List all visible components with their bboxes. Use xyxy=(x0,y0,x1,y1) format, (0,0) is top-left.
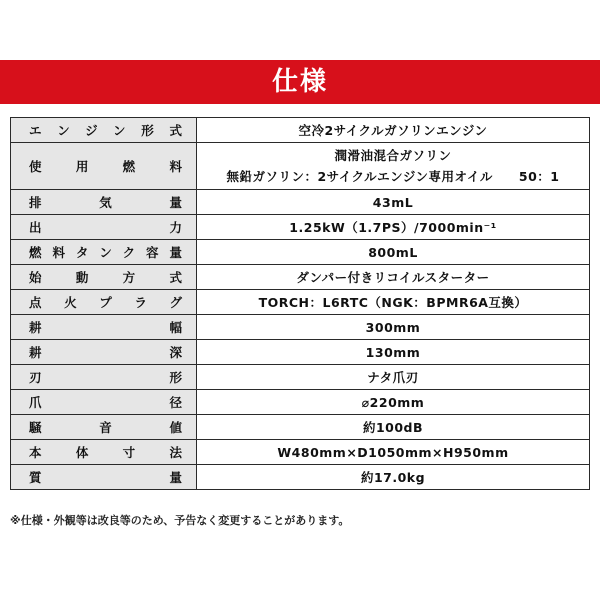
spec-value xyxy=(197,240,590,265)
spec-value xyxy=(197,315,590,340)
spec-value-line: 約100dB xyxy=(362,419,424,435)
spec-row xyxy=(11,440,590,465)
spec-row xyxy=(11,390,590,415)
spec-row xyxy=(11,415,590,440)
spec-label: 出力 xyxy=(11,215,197,240)
spec-value-line: 約17.0kg xyxy=(360,469,426,485)
spec-label: 質量 xyxy=(11,465,197,490)
spec-label: 始動方式 xyxy=(11,265,197,290)
spec-value xyxy=(197,265,590,290)
footnote: ※仕様・外観等は改良等のため、予告なく変更することがあります。 xyxy=(10,514,350,527)
spec-row xyxy=(11,315,590,340)
spec-label: 騒音値 xyxy=(11,415,197,440)
spec-label: 使用燃料 xyxy=(11,143,197,190)
spec-value-line: 潤滑油混合ガソリン xyxy=(334,148,452,163)
spec-row xyxy=(11,265,590,290)
spec-value xyxy=(197,390,590,415)
spec-label: 点火プラグ xyxy=(11,290,197,315)
spec-row xyxy=(11,290,590,315)
page-title: 仕様 xyxy=(271,67,328,97)
spec-label: 刃形 xyxy=(11,365,197,390)
title-banner xyxy=(0,60,600,104)
spec-label: 本体寸法 xyxy=(11,440,197,465)
spec-row xyxy=(11,143,590,190)
spec-value-line: 300mm xyxy=(365,319,421,335)
spec-table-body xyxy=(11,118,590,490)
spec-value-line: 空冷2サイクルガソリンエンジン xyxy=(298,122,488,138)
spec-row xyxy=(11,118,590,143)
spec-row xyxy=(11,215,590,240)
spec-value-line: ダンパー付きリコイルスターター xyxy=(296,269,490,285)
spec-value xyxy=(197,440,590,465)
spec-value-line: W480mm×D1050mm×H950mm xyxy=(277,444,509,460)
spec-value-line: 800mL xyxy=(368,244,418,260)
spec-value-line: 1.25kW（1.7PS）/7000min⁻¹ xyxy=(289,219,497,235)
spec-value xyxy=(197,118,590,143)
spec-label: 耕幅 xyxy=(11,315,197,340)
spec-value xyxy=(197,415,590,440)
spec-value xyxy=(197,340,590,365)
spec-value-line: 43mL xyxy=(372,194,414,210)
spec-value-line: ⌀220mm xyxy=(361,394,425,410)
spec-row xyxy=(11,190,590,215)
spec-value xyxy=(197,290,590,315)
spec-value xyxy=(197,215,590,240)
spec-label: 爪径 xyxy=(11,390,197,415)
spec-value xyxy=(197,365,590,390)
spec-label: 燃料タンク容量 xyxy=(11,240,197,265)
spec-value-line: TORCH：L6RTC（NGK：BPMR6A互換） xyxy=(258,294,528,310)
spec-row xyxy=(11,465,590,490)
spec-label: 排気量 xyxy=(11,190,197,215)
spec-value xyxy=(197,143,590,190)
spec-row xyxy=(11,340,590,365)
spec-value xyxy=(197,465,590,490)
spec-value-line: ナタ爪刃 xyxy=(367,369,419,385)
spec-label: エンジン形式 xyxy=(11,118,197,143)
spec-value xyxy=(197,190,590,215)
spec-table xyxy=(10,117,590,490)
spec-row xyxy=(11,240,590,265)
spec-value-line: 無鉛ガソリン：2サイクルエンジン専用オイル 50：1 xyxy=(226,169,560,184)
spec-row xyxy=(11,365,590,390)
spec-label: 耕深 xyxy=(11,340,197,365)
spec-value-line: 130mm xyxy=(365,344,421,360)
